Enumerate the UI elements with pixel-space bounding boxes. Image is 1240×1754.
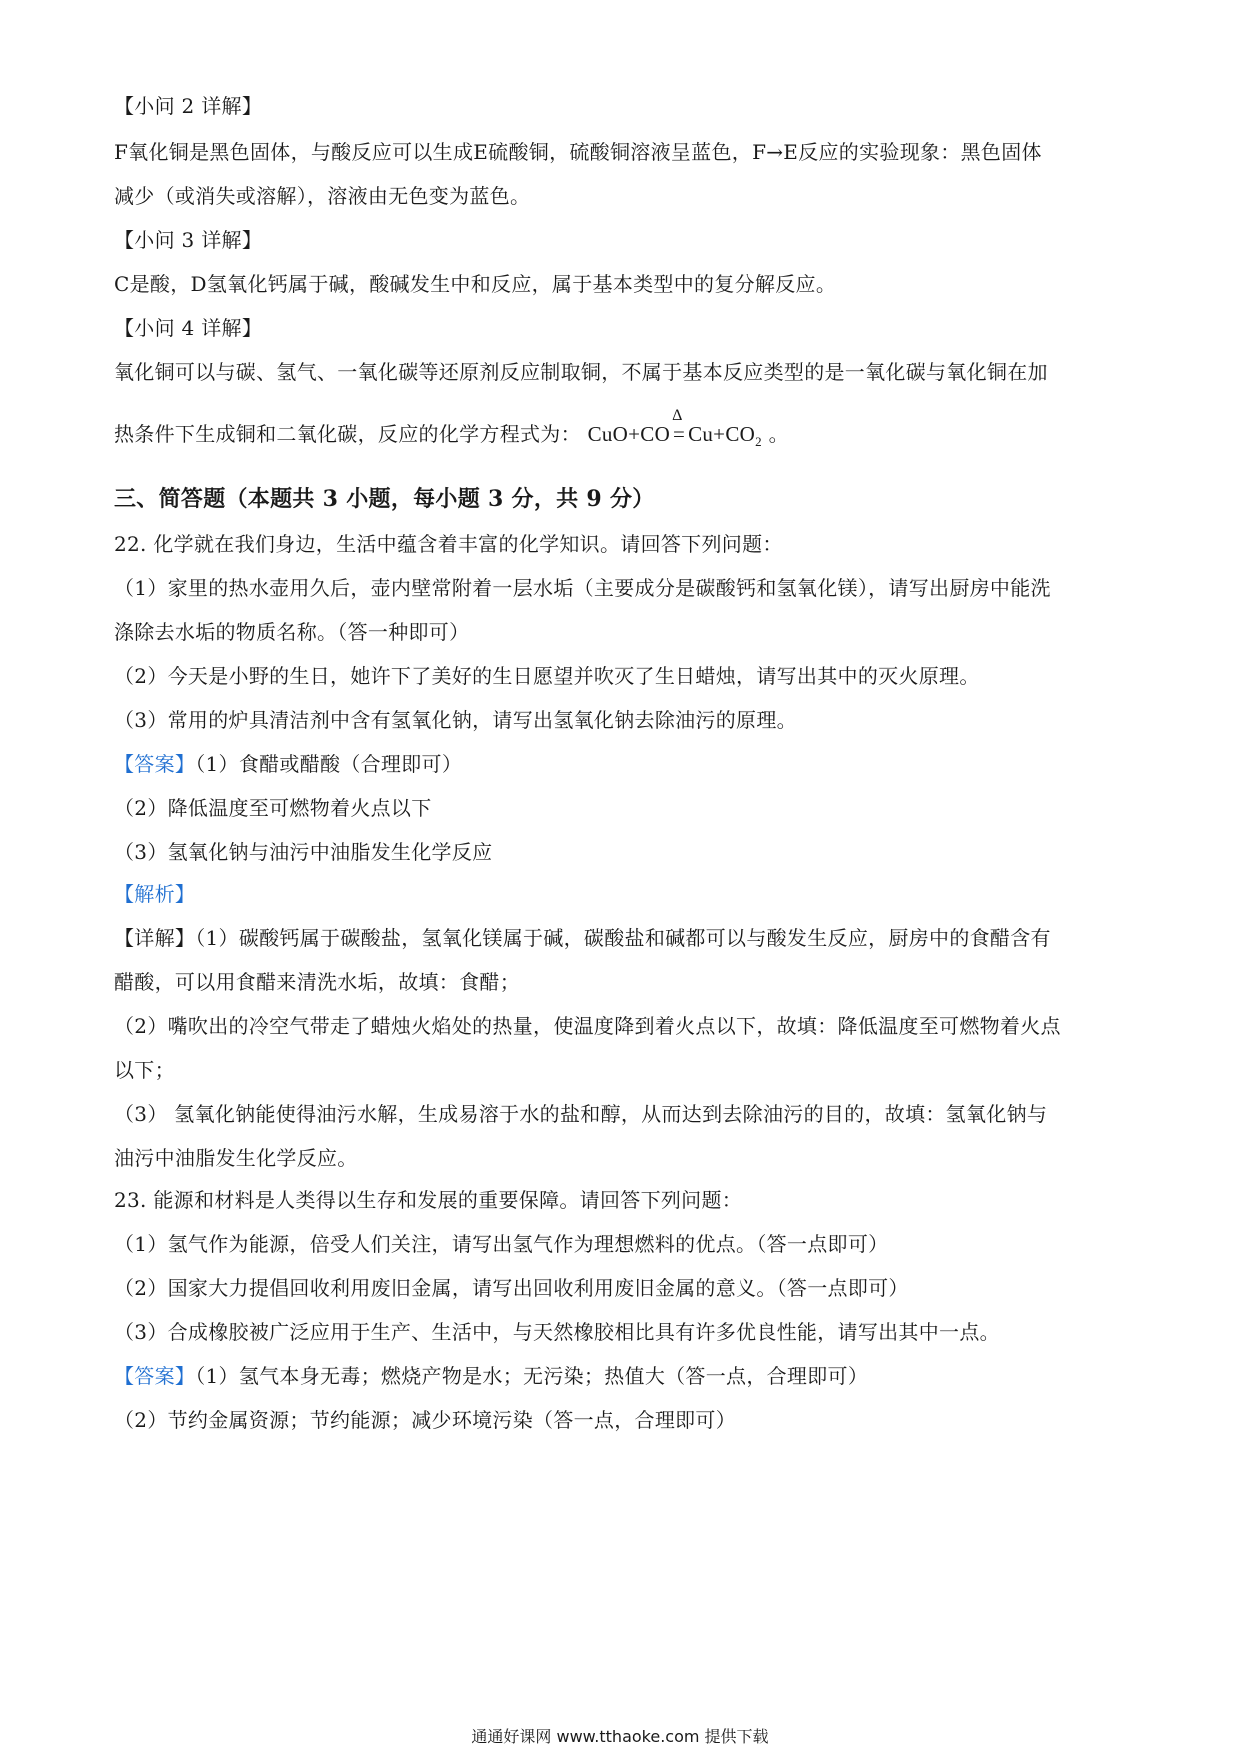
answer-2: （2）节约金属资源；节约能源；减少环境污染（答一点，合理即可） [114,1408,737,1432]
question-23-sub-3: （3）合成橡胶被广泛应用于生产、生活中，与天然橡胶相比具有许多优良性能，请写出其中一点。 [114,1320,1000,1344]
paragraph: 氧化铜可以与碳、氢气、一氧化碳等还原剂反应制取铜，不属于基本反应类型的是一氧化碳与氧化铜在加 [114,360,1048,384]
detail-2: （2）嘴吹出的冷空气带走了蜡烛火焰处的热量，使温度降到着火点以下，故填：降低温度至可燃物着火点 [114,1014,1061,1038]
equals-sign: = [673,422,686,446]
question-23-stem: 23. 能源和材料是人类得以生存和发展的重要保障。请回答下列问题： [114,1188,743,1212]
paragraph: F氧化铜是黑色固体，与酸反应可以生成E硫酸铜，硫酸铜溶液呈蓝色，F→E反应的实验现象：黑色固体 [114,140,1042,164]
chemical-equation [587,407,762,456]
detail-2-cont: 以下； [114,1058,175,1082]
answer-1: （1）氢气本身无毒；燃烧产物是水；无污染；热值大（答一点，合理即可） [195,1364,869,1388]
heat-condition [670,407,688,448]
answer-2: （2）降低温度至可燃物着火点以下 [114,796,432,820]
question-22-sub-3: （3）常用的炉具清洁剂中含有氢氧化钠，请写出氢氧化钠去除油污的原理。 [114,708,797,732]
answer-line [114,750,1128,778]
answer-1: （1）食醋或醋酸（合理即可） [195,752,463,776]
question-22-stem: 22. 化学就在我们身边，生活中蕴含着丰富的化学知识。请回答下列问题： [114,532,783,556]
section-heading: 三、简答题（本题共 3 小题，每小题 3 分，共 9 分） [114,486,655,512]
page-footer: 通通好课网 www.tthaoke.com 提供下载 [471,1727,769,1746]
equation-line [114,407,1128,456]
equation-reactants: CuO+CO [587,422,671,446]
answer-3: （3）氢氧化钠与油污中油脂发生化学反应 [114,840,493,864]
answer-tag: 【答案】 [114,1364,196,1388]
subquestion-2-title: 【小问 2 详解】 [114,94,263,118]
question-23-sub-2: （2）国家大力提倡回收利用废旧金属，请写出回收利用废旧金属的意义。（答一点即可） [114,1276,909,1300]
subquestion-4-title: 【小问 4 详解】 [114,316,263,340]
paragraph: 热条件下生成铜和二氧化碳，反应的化学方程式为： [114,422,581,446]
period: 。 [768,422,789,446]
question-22-sub-1: （1）家里的热水壶用久后，壶内壁常附着一层水垢（主要成分是碳酸钙和氢氧化镁），请写出厨房中能洗 [114,576,1051,600]
answer-tag: 【答案】 [114,752,196,776]
equation-products: Cu+CO [688,422,756,446]
question-23-sub-1: （1）氢气作为能源，倍受人们关注，请写出氢气作为理想燃料的优点。（答一点即可） [114,1232,889,1256]
answer-line [114,1362,1128,1390]
detail-1-cont: 醋酸，可以用食醋来清洗水垢，故填：食醋； [114,970,520,994]
analysis-tag: 【解析】 [114,882,196,906]
subquestion-3-title: 【小问 3 详解】 [114,228,263,252]
question-22-sub-1-cont: 涤除去水垢的物质名称。（答一种即可） [114,620,470,644]
detail-3: （3） 氢氧化钠能使得油污水解，生成易溶于水的盐和醇，从而达到去除油污的目的，故填：氢氧化钠与 [114,1102,1048,1126]
question-22-sub-2: （2）今天是小野的生日，她许下了美好的生日愿望并吹灭了生日蜡烛，请写出其中的灭火原理。 [114,664,980,688]
subscript: 2 [755,434,762,449]
paragraph: C是酸，D氢氧化钙属于碱，酸碱发生中和反应，属于基本类型中的复分解反应。 [114,272,837,296]
delta-symbol: Δ [672,407,683,424]
paragraph: 减少（或消失或溶解），溶液由无色变为蓝色。 [114,184,531,208]
detail-1: 【详解】（1）碳酸钙属于碳酸盐，氢氧化镁属于碱，碳酸盐和碱都可以与酸发生反应，厨房中的食醋含有 [114,926,1051,950]
detail-3-cont: 油污中油脂发生化学反应。 [114,1146,358,1170]
